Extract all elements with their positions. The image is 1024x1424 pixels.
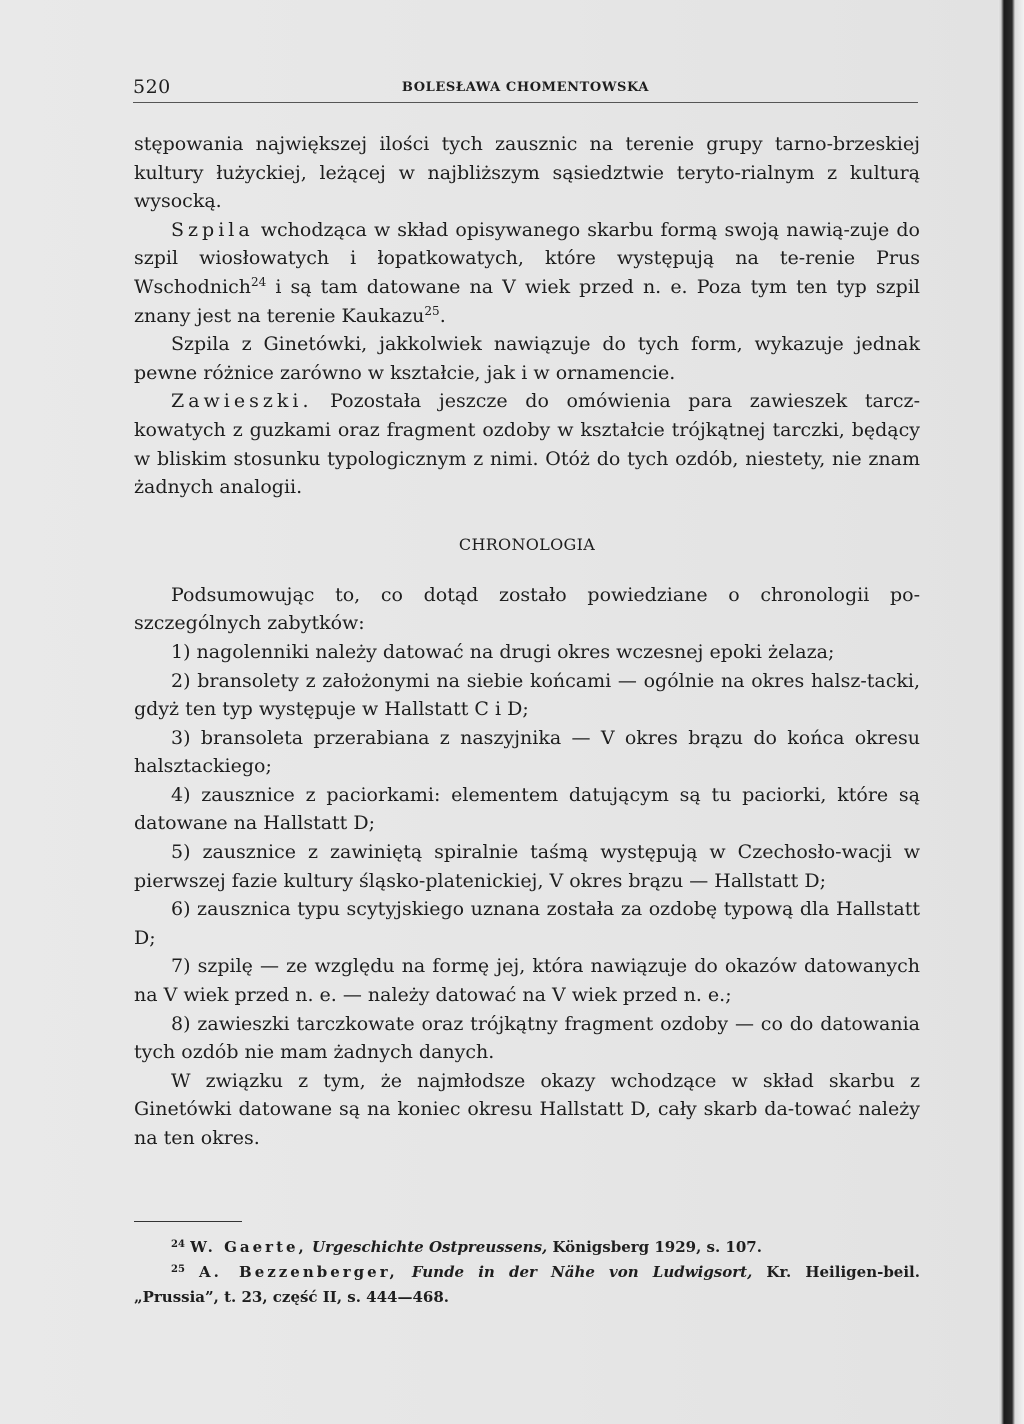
footnotes bbox=[134, 1235, 920, 1310]
paragraph-text: i są tam datowane na V wiek przed n. e. Poza tym ten typ szpil znany jest na terenie Kaukazu bbox=[134, 275, 920, 327]
chronology-item: 7) szpilę — ze względu na formę jej, która nawiązuje do okazów datowanych na V wiek przed n. e. — należy datować na V wiek przed n. e.; bbox=[134, 955, 920, 1007]
chronology-conclusion: W związku z tym, że najmłodsze okazy wchodzące w skład skarbu z Ginetówki datowane są na koniec okresu Hallstatt D, cały skarb da-tować należy na ten okres. bbox=[134, 1069, 920, 1149]
paragraph-text: Pozostała jeszcze do omówienia para zawieszek tarcz-kowatych z guzkami oraz fragment ozdoby w kształcie trójkątnej tarczki, będący w bliskim stosunku typologicznym z nimi. Otóż do tych ozdób, niestety, nie znam żadnych analogii. bbox=[134, 390, 920, 499]
footnote-ref: 25 bbox=[424, 303, 440, 318]
spaced-lead-word: Zawieszki. bbox=[171, 390, 313, 413]
page-binding-edge bbox=[998, 0, 1024, 1424]
section-title: CHRONOLOGIA bbox=[458, 534, 596, 554]
body-text bbox=[134, 130, 920, 1153]
header-rule bbox=[133, 102, 918, 103]
footnote bbox=[134, 1235, 920, 1260]
paragraph-szpila bbox=[134, 216, 920, 330]
chronology-item: 3) bransoleta przerabiana z naszyjnika — V okres brązu do końca okresu halsztackiego; bbox=[134, 726, 920, 778]
chronology-item: 8) zawieszki tarczkowate oraz trójkątny fragment ozdoby — co do datowania tych ozdób nie mam żadnych danych. bbox=[134, 1012, 920, 1064]
chronology-item: 2) bransolety z założonymi na siebie końcami — ogólnie na okres halsz-tacki, gdyż ten typ występuje w Hallstatt C i D; bbox=[134, 669, 920, 721]
paragraph: Szpila z Ginetówki, jakkolwiek nawiązuje do tych form, wykazuje jednak pewne różnice zarówno w kształcie, jak i w ornamencie. bbox=[134, 333, 920, 384]
chronology-item: 6) zausznica typu scytyjskiego uznana została za ozdobę typową dla Hallstatt D; bbox=[134, 898, 920, 949]
footnote-title: Urgeschichte Ostpreussens, bbox=[312, 1238, 548, 1256]
footnote-number: 24 bbox=[171, 1239, 185, 1250]
footnote-author: W. Gaerte, bbox=[190, 1238, 307, 1256]
spaced-lead-word: Szpila bbox=[171, 218, 254, 241]
footnote-details: Kr. Heiligen-beil. „Prussia”, t. 23, część II, s. 444—468. bbox=[134, 1263, 920, 1306]
page-number: 520 bbox=[133, 76, 171, 98]
footnote-author: A. Bezzenberger, bbox=[199, 1263, 398, 1281]
footnote-ref: 24 bbox=[250, 274, 267, 289]
paragraph-zawieszki bbox=[134, 387, 920, 501]
chronology-intro: Podsumowując to, co dotąd zostało powiedziane o chronologii po-szczególnych zabytków: bbox=[134, 583, 920, 635]
paragraph: stępowania największej ilości tych zausznic na terenie grupy tarno-brzeskiej kultury łużyckiej, leżącej w najbliższym sąsiedztwie teryto-rialnym z kulturą wysocką. bbox=[134, 133, 920, 213]
paragraph-text: wchodząca w skład opisywanego skarbu formą swoją nawią-zuje do szpil wiosłowatych i łopatkowatych, które występują na te-renie Prus Wschodnich bbox=[134, 218, 920, 298]
footnote-rule bbox=[134, 1221, 242, 1222]
chronology-item: 4) zausznice z paciorkami: elementem datującym są tu paciorki, które są datowane na Hallstatt D; bbox=[134, 783, 920, 835]
footnote-title: Funde in der Nähe von Ludwigsort, bbox=[411, 1263, 753, 1281]
footnote bbox=[134, 1260, 920, 1310]
paragraph-text: . bbox=[439, 304, 446, 327]
chronology-item: 1) nagolenniki należy datować na drugi okres wczesnej epoki żelaza; bbox=[171, 640, 835, 663]
footnote-details: Königsberg 1929, s. 107. bbox=[547, 1238, 762, 1256]
chronology-item: 5) zausznice z zawiniętą spiralnie taśmą występują w Czechosło-wacji w pierwszej fazie kultury śląsko-platenickiej, V okres brązu — Hallstatt D; bbox=[134, 841, 920, 892]
footnote-number: 25 bbox=[171, 1264, 185, 1275]
page-header bbox=[133, 72, 918, 104]
running-head: BOLESŁAWA CHOMENTOWSKA bbox=[401, 80, 650, 95]
